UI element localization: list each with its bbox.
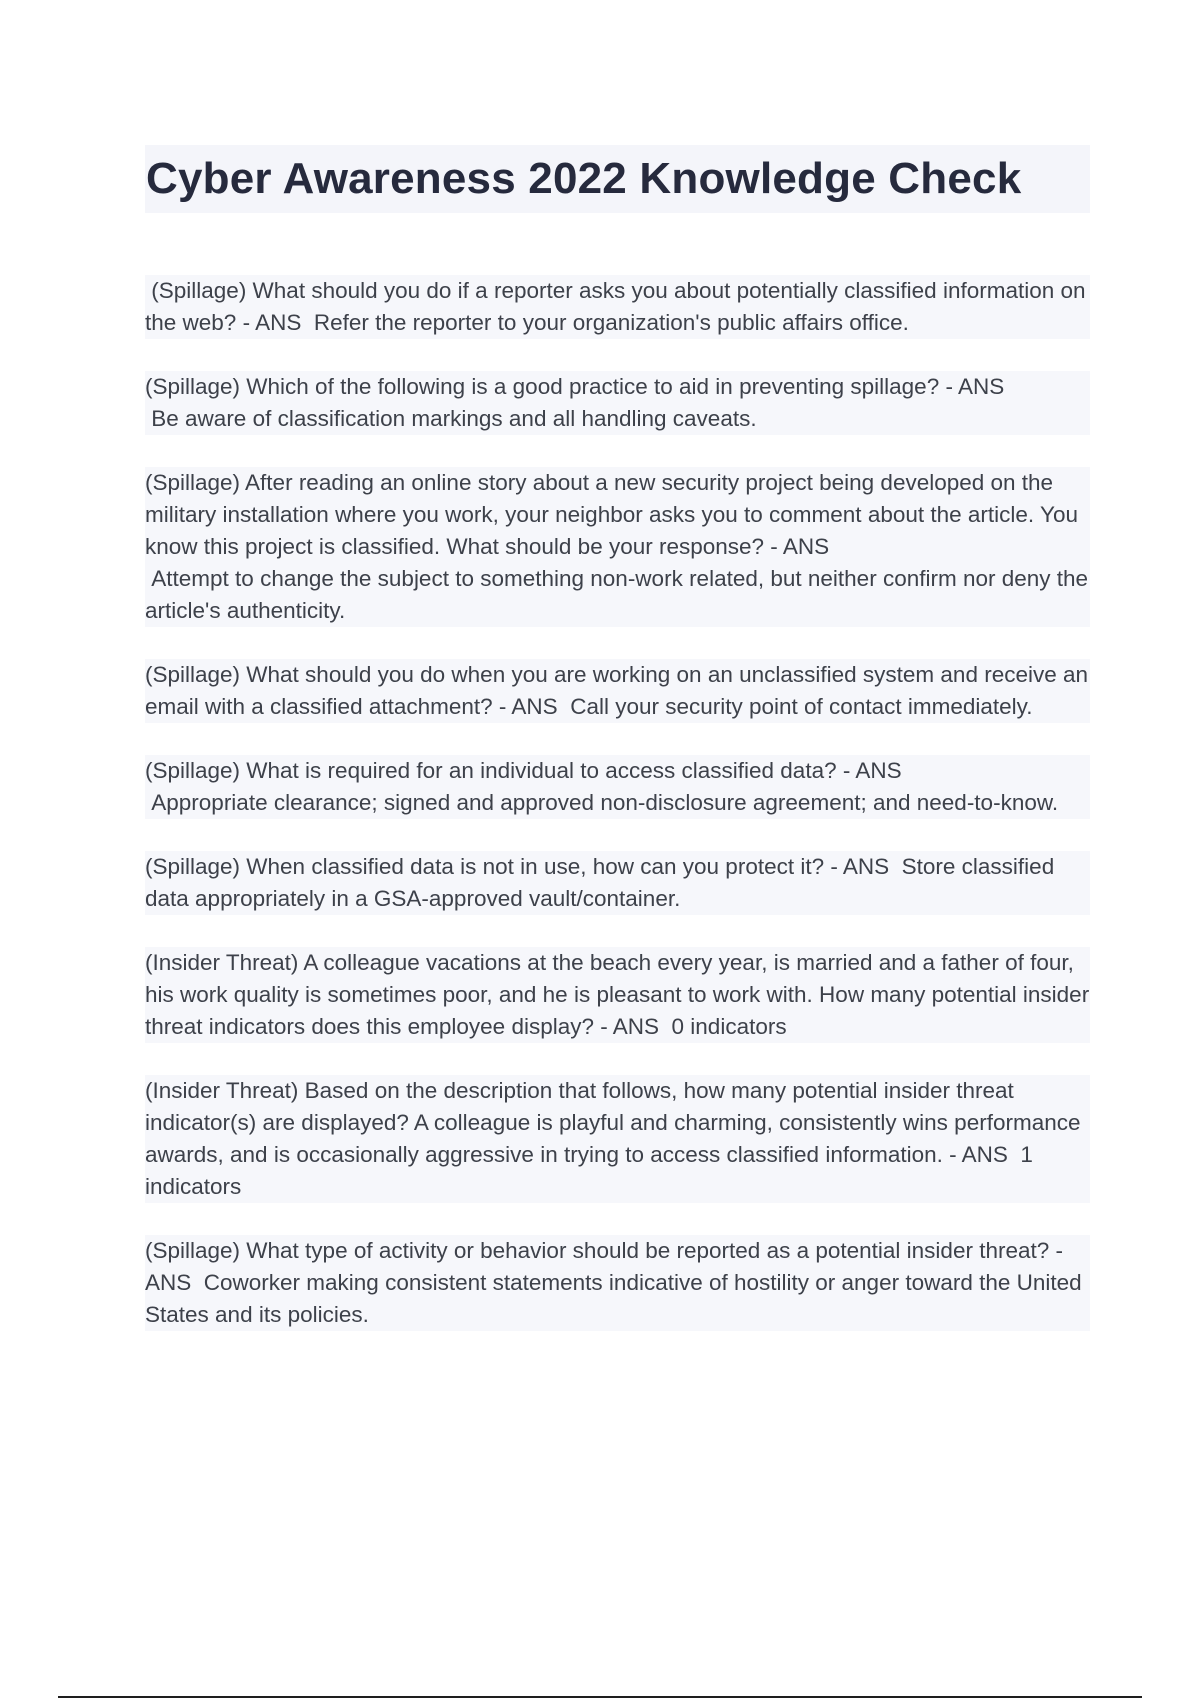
qa-item [145,275,1090,339]
answer-text: Be aware of classification markings and all handling caveats. [145,406,757,431]
qa-item [145,659,1095,723]
qa-item [145,371,1090,435]
answer-text: 0 indicators [659,1014,787,1039]
question-text: (Spillage) After reading an online story about a new security project being developed on the military installation where you work, your neighbor asks you to comment about the article. You know this project is classified. What should be your response? - [145,470,1085,559]
qa-item [145,467,1095,627]
ans-label: ANS [855,758,902,783]
qa-item [145,947,1096,1043]
qa-item [145,755,1090,819]
ans-label: ANS [511,694,558,719]
qa-item [145,1075,1090,1203]
qa-item [145,851,1090,915]
footer-divider [58,1696,1142,1698]
question-text: (Spillage) What type of activity or behavior should be reported as a potential insider threat? - [145,1238,1069,1263]
question-text: (Spillage) What should you do when you are working on an unclassified system and receive an email with a classified attachment? - [145,662,1095,719]
question-text: (Spillage) What is required for an individual to access classified data? - [145,758,856,783]
answer-text: Store classified data appropriately in a GSA-approved vault/container. [145,854,1061,911]
question-text: (Spillage) What should you do if a reporter asks you about potentially classified information on the web? - [145,278,1092,335]
ans-label: ANS [612,1014,660,1039]
ans-label: ANS [145,1270,192,1295]
answer-text: Call your security point of contact immediately. [557,694,1033,719]
answer-text: Refer the reporter to your organization's public affairs office. [301,310,909,335]
ans-label: ANS [255,310,302,335]
question-text: (Spillage) When classified data is not in use, how can you protect it? - [145,854,843,879]
answer-text: 1 indicators [145,1142,1040,1199]
title-block [145,145,1090,213]
question-text: (Insider Threat) Based on the description that follows, how many potential insider threat indicator(s) are displayed? A colleague is playful and charming, consistently wins performance awards, and is occasionally aggressive in trying to access classified information. - [145,1078,1087,1167]
answer-text: Appropriate clearance; signed and approved non-disclosure agreement; and need-to-know. [145,790,1059,815]
ans-label: ANS [957,374,1005,399]
page-title: Cyber Awareness 2022 Knowledge Check [146,154,1022,203]
question-text: (Insider Threat) A colleague vacations at the beach every year, is married and a father of four, his work quality is sometimes poor, and he is pleasant to work with. How many potential insider threat indicators does this employee display? - [145,950,1096,1039]
ans-label: ANS [961,1142,1008,1167]
ans-label: ANS [842,854,890,879]
answer-text: Coworker making consistent statements indicative of hostility or anger toward the United States and its policies. [145,1270,1088,1327]
qa-item [145,1235,1090,1331]
answer-text: Attempt to change the subject to something non-work related, but neither confirm nor deny the article's authenticity. [145,566,1095,623]
qa-list [145,275,1096,1363]
ans-label: ANS [782,534,830,559]
question-text: (Spillage) Which of the following is a good practice to aid in preventing spillage? - [145,374,958,399]
